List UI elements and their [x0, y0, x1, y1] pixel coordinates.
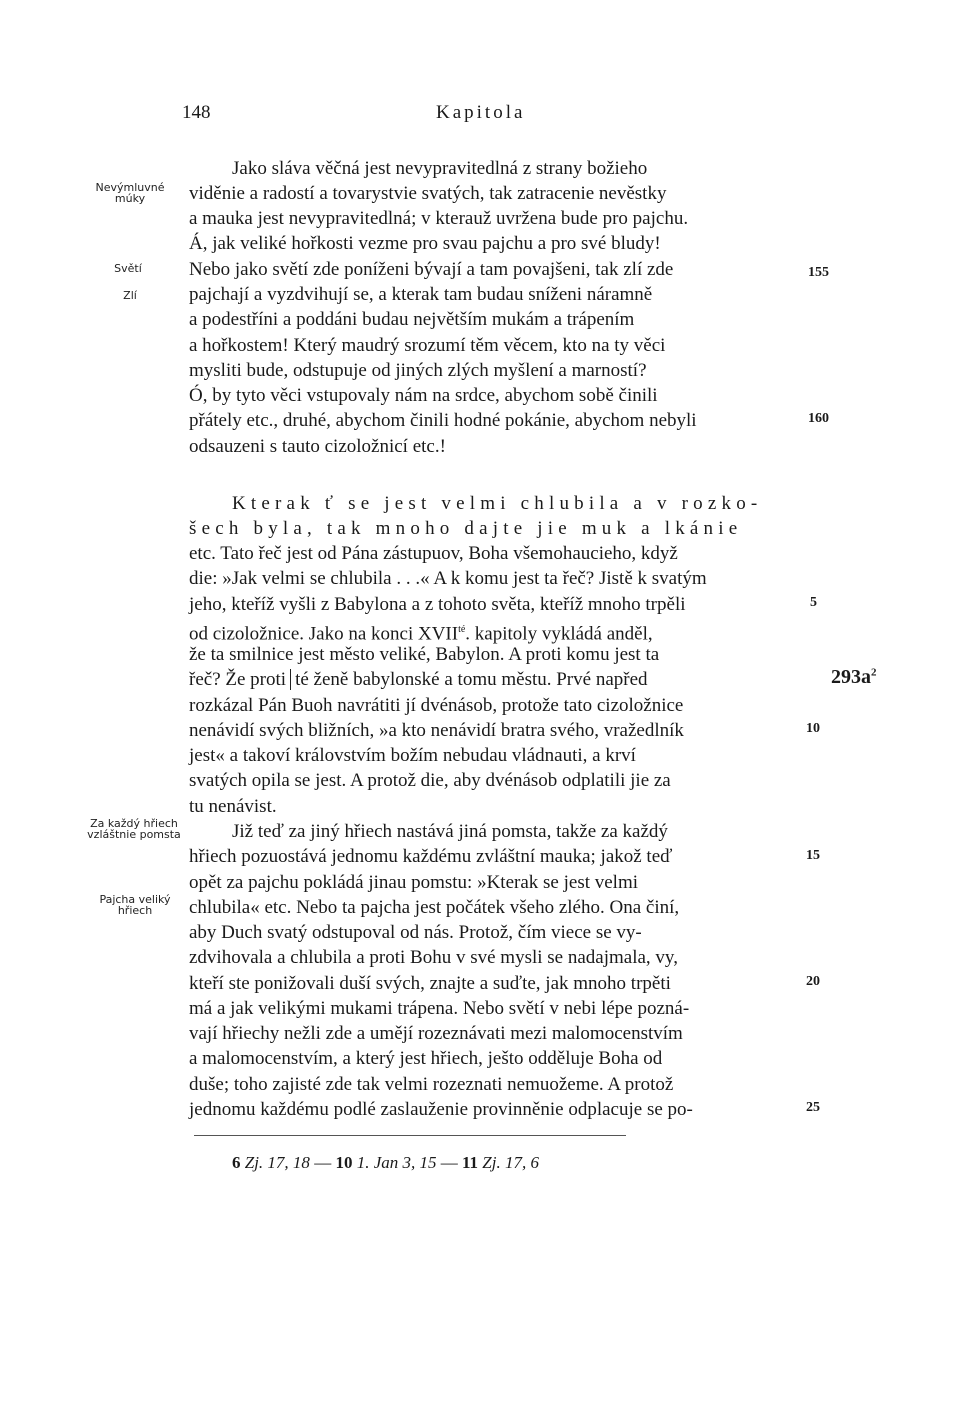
text-line: Ó, by tyto věci vstupovaly nám na srdce, abychom sobě činili — [189, 385, 658, 406]
text-line: a podestříni a poddáni budau největším mukám a trápením — [189, 309, 635, 330]
text-line: aby Duch svatý odstupoval od nás. Protož, čím viece se vy- — [189, 922, 642, 943]
text-line: vají hřiechy nežli zde a umějí rozeznávati mezi malomocenstvím — [189, 1023, 683, 1044]
text-span: . kapitoly vykládá anděl, — [465, 623, 653, 645]
footnote-reference: Zj. 17, 18 — [244, 1153, 310, 1172]
line-number: 10 — [806, 721, 820, 736]
text-line: duše; toho zajisté zde tak velmi rozeznati nemuožeme. A protož — [189, 1074, 674, 1095]
text-line: hřiech pozuostává jednomu každému zvláštní mauka; jakož teď — [189, 846, 673, 867]
text-line: šech byla, tak mnoho dajte jie muk a lkánie — [189, 518, 743, 539]
text-line: Již teď za jiný hřiech nastává jiná pomsta, takže za každý — [232, 821, 668, 842]
text-line: jeho, kteříž vyšli z Babylona a z tohoto světa, kteříž mnoho trpěli — [189, 594, 686, 615]
footnotes — [232, 1153, 539, 1173]
running-title: Kapitola — [436, 102, 526, 123]
text-line: a malomocenstvím, a který jest hřiech, ješto odděluje Boha od — [189, 1048, 663, 1069]
text-line: Nebo jako světí zde poníženi bývají a tam povajšeni, tak zlí zde — [189, 259, 674, 280]
text-span: řeč? Že proti — [189, 669, 287, 690]
text-span: té ženě babylonské a tomu městu. Prvé napřed — [295, 669, 648, 690]
margin-note-pajcha: Pajcha veliký hřiech — [99, 893, 171, 917]
line-number: 160 — [808, 411, 829, 426]
folio-sup: 2 — [871, 666, 877, 679]
column-break-mark — [290, 669, 291, 690]
text-span: od cizoložnice. Jako na konci XVII — [189, 623, 459, 645]
line-number: 15 — [806, 848, 820, 863]
text-line: tu nenávist. — [189, 796, 277, 817]
margin-note-pomsta: Za každý hřiech vzláštnie pomsta — [87, 817, 181, 841]
text-line: má a jak velikými mukami trápena. Nebo světí v nebi lépe pozná- — [189, 998, 690, 1019]
text-line: zdvihovala a chlubila a proti Bohu v své mysli se nadajmala, vy, — [189, 947, 678, 968]
page-number: 148 — [182, 102, 211, 123]
text-line: chlubila« etc. Nebo ta pajcha jest počátek všeho zlého. Ona činí, — [189, 897, 680, 918]
line-number: 5 — [810, 595, 817, 610]
footnote-number: 10 — [335, 1153, 353, 1172]
superscript: té — [458, 624, 466, 635]
text-line — [189, 667, 648, 692]
text-line: svatých opila se jest. A protož die, aby dvénásob odplatili jie za — [189, 770, 671, 791]
margin-note-nevymluvne: Nevýmluvné múky — [95, 181, 165, 205]
footnote-divider — [194, 1135, 626, 1136]
footnote-number: 11 — [461, 1153, 479, 1172]
line-number: 20 — [806, 974, 820, 989]
text-line: jest« a takoví královstvím božím nebudau vládnauti, a krví — [189, 745, 636, 766]
footnote-reference: 1. Jan 3, 15 — [356, 1153, 437, 1172]
text-line: rozkázal Pán Buoh navrátiti jí dvénásob, protože tato cizoložnice — [189, 695, 684, 716]
line-number: 155 — [808, 265, 829, 280]
footnote-dash: — — [314, 1153, 332, 1172]
text-line: mysliti bude, odstupuje od jiných zlých myšlení a marností? — [189, 360, 647, 381]
text-line: viděnie a radostí a tovarystvie svatých, tak zatracenie nevěstky — [189, 183, 667, 204]
text-line: pajchají a vyzdvihují se, a kterak tam budau sníženi náramně — [189, 284, 653, 305]
text-line: že ta smilnice jest město veliké, Babylon. A proti komu jest ta — [189, 644, 660, 665]
text-line: odsauzeni s tauto cizoložnicí etc.! — [189, 436, 446, 457]
text-line: a mauka jest nevypravitedlná; v kterauž uvržena bude pro pajchu. — [189, 208, 689, 229]
text-line: kteří ste ponižovali duší svých, znajte a suďte, jak mnoho trpěti — [189, 973, 671, 994]
text-line: Kterak ť se jest velmi chlubila a v rozko- — [232, 493, 763, 514]
text-line: přátely etc., druhé, abychom činili hodné pokánie, abychom nebyli — [189, 410, 697, 431]
text-line: opět za pajchu pokládá jinau pomstu: »Kterak se jest velmi — [189, 872, 639, 893]
text-line: nenávidí svých bližních, »a kto nenávidí bratra svého, vražedlník — [189, 720, 684, 741]
folio-mark — [831, 666, 877, 689]
text-line: Jako sláva věčná jest nevypravitedlná z strany božieho — [232, 158, 648, 179]
text-line: a hořkostem! Který maudrý srozumí těm věcem, kto na ty věci — [189, 335, 666, 356]
text-line: etc. Tato řeč jest od Pána zástupuov, Boha všemohaucieho, když — [189, 543, 678, 564]
footnote-reference: Zj. 17, 6 — [482, 1153, 539, 1172]
text-line: jednomu každému podlé zaslauženie provinněnie odplacuje se po- — [189, 1099, 693, 1120]
text-line: Á, jak veliké hořkosti vezme pro svau pajchu a pro své bludy! — [189, 233, 661, 254]
folio-main: 293a — [831, 666, 871, 688]
margin-note-sveti: Světí — [114, 262, 142, 275]
footnote-number: 6 — [232, 1153, 241, 1172]
margin-note-zli: Zlí — [123, 289, 137, 302]
line-number: 25 — [806, 1100, 820, 1115]
footnote-dash: — — [440, 1153, 458, 1172]
text-line: die: »Jak velmi se chlubila . . .« A k komu jest ta řeč? Jistě k svatým — [189, 568, 707, 589]
